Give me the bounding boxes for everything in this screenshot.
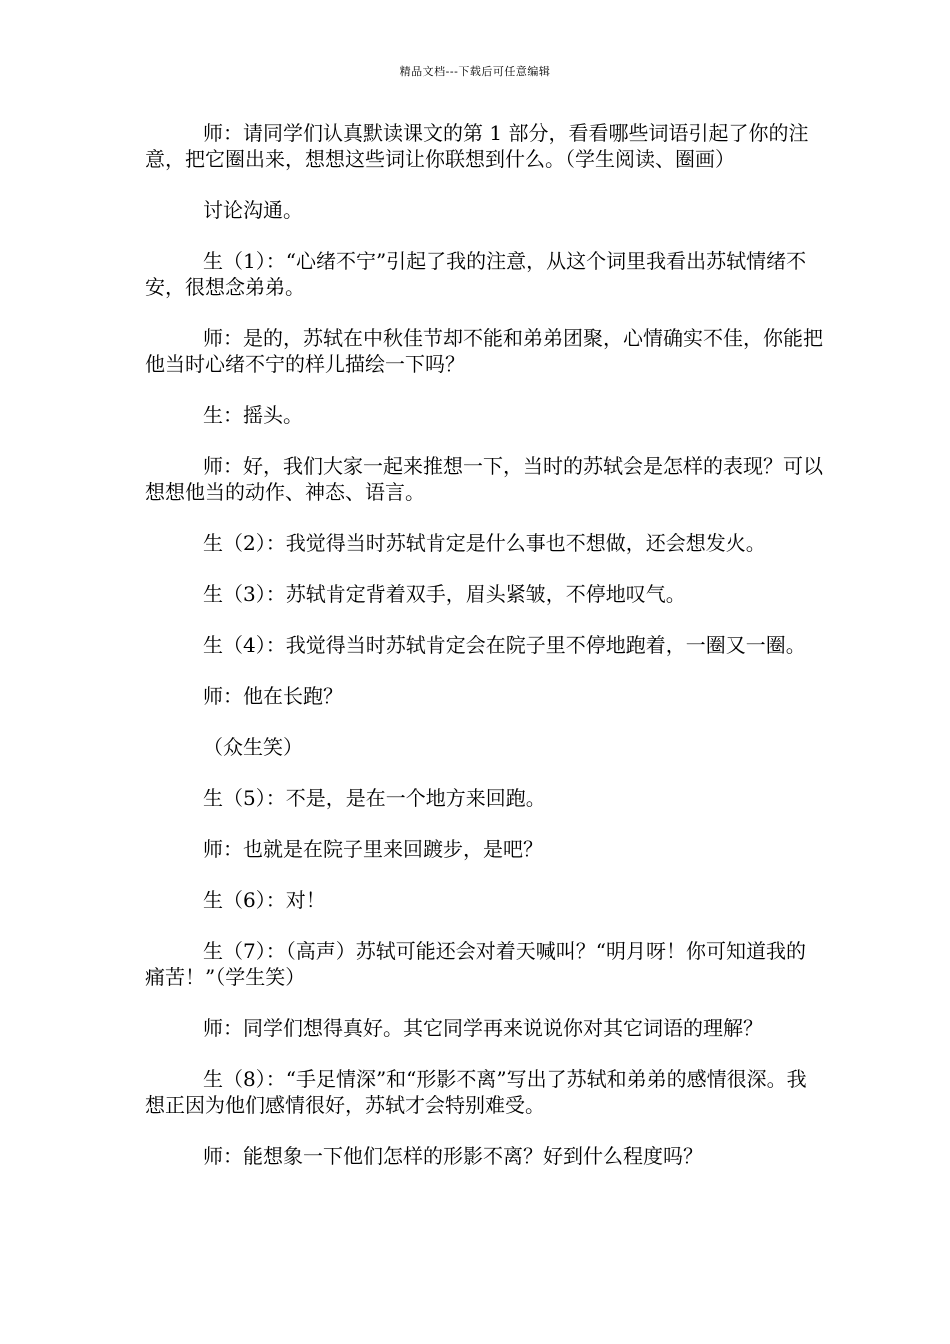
paragraph-student-4: 生（4）：我觉得当时苏轼肯定会在院子里不停地跑着，一圈又一圈。 xyxy=(203,633,806,657)
paragraph-student-1: 生（1）：“心绪不宁”引起了我的注意，从这个词里我看出苏轼情绪不安，很想念弟弟。 xyxy=(145,249,807,299)
paragraph-teacher-5: 师：也就是在院子里来回踱步，是吧？ xyxy=(203,837,543,861)
paragraph-student-6: 生（6）：对！ xyxy=(203,888,326,912)
page-header: 精品文档---下载后可任意编辑 xyxy=(399,65,551,78)
paragraph-student-shake-head: 生：摇头。 xyxy=(203,403,303,427)
paragraph-teacher-6: 师：同学们想得真好。其它同学再来说说你对其它词语的理解？ xyxy=(203,1016,763,1040)
paragraph-teacher-3: 师：好，我们大家一起来推想一下，当时的苏轼会是怎样的表现？可以想想他当的动作、神态、语言。 xyxy=(145,454,823,504)
paragraph-teacher-4: 师：他在长跑？ xyxy=(203,684,343,708)
paragraph-student-8: 生（8）：“手足情深”和“形影不离”写出了苏轼和弟弟的感情很深。我想正因为他们感情很好，苏轼才会特别难受。 xyxy=(145,1067,807,1117)
paragraph-teacher-7: 师：能想象一下他们怎样的形影不离？好到什么程度吗？ xyxy=(203,1144,703,1168)
paragraph-teacher-2: 师：是的，苏轼在中秋佳节却不能和弟弟团聚，心情确实不佳，你能把他当时心绪不宁的样儿描绘一下吗？ xyxy=(145,326,823,376)
paragraph-student-3: 生（3）：苏轼肯定背着双手，眉头紧皱，不停地叹气。 xyxy=(203,582,686,606)
paragraph-student-7: 生（7）：（高声）苏轼可能还会对着天喊叫？“明月呀！你可知道我的痛苦！”（学生笑） xyxy=(145,939,806,989)
paragraph-student-2: 生（2）：我觉得当时苏轼肯定是什么事也不想做，还会想发火。 xyxy=(203,531,766,555)
paragraph-teacher-instruction: 师：请同学们认真默读课文的第 1 部分，看看哪些词语引起了你的注意，把它圈出来，想想这些词让你联想到什么。（学生阅读、圈画） xyxy=(145,121,809,171)
document-body xyxy=(145,120,825,1194)
paragraph-class-laughs: （众生笑） xyxy=(203,735,303,759)
paragraph-discussion: 讨论沟通。 xyxy=(203,198,303,222)
paragraph-student-5: 生（5）：不是，是在一个地方来回跑。 xyxy=(203,786,546,810)
